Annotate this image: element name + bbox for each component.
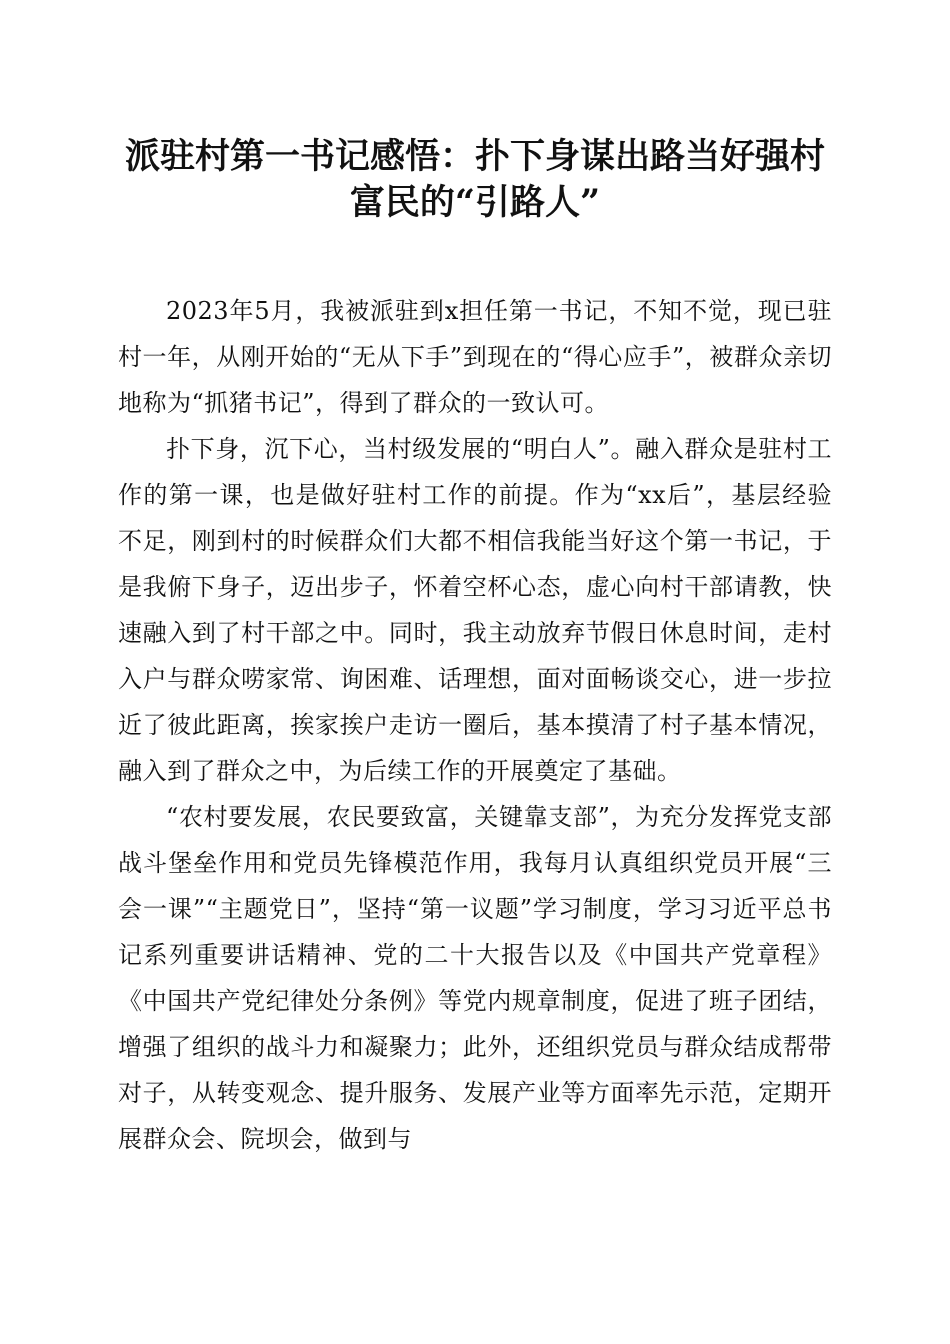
document-body: [118, 288, 832, 1162]
title-line-2: 富民的“引路人”: [349, 182, 601, 223]
paragraph-2: 扑下身，沉下心，当村级发展的“明白人”。融入群众是驻村工作的第一课，也是做好驻村工作的前提。作为“xx后”，基层经验不足，刚到村的时候群众们大都不相信我能当好这个第一书记，于是我俯下身子，迈出步子，怀着空杯心态，虚心向村干部请教，快速融入到了村干部之中。同时，我主动放弃节假日休息时间，走村入户与群众唠家常、询困难、话理想，面对面畅谈交心，进一步拉近了彼此距离，挨家挨户走访一圈后，基本摸清了村子基本情况，融入到了群众之中，为后续工作的开展奠定了基础。: [118, 435, 832, 785]
title-line-1: 派驻村第一书记感悟：扑下身谋出路当好强村: [124, 136, 825, 177]
document-title: [118, 134, 832, 226]
paragraph-1: 2023年5月，我被派驻到x担任第一书记，不知不觉，现已驻村一年，从刚开始的“无从下手”到现在的“得心应手”，被群众亲切地称为“抓猪书记”，得到了群众的一致认可。: [118, 297, 832, 417]
paragraph-3: “农村要发展，农民要致富，关键靠支部”，为充分发挥党支部战斗堡垒作用和党员先锋模范作用，我每月认真组织党员开展“三会一课”“主题党日”，坚持“第一议题”学习制度，学习习近平总书记系列重要讲话精神、党的二十大报告以及《中国共产党章程》《中国共产党纪律处分条例》等党内规章制度，促进了班子团结，增强了组织的战斗力和凝聚力；此外，还组织党员与群众结成帮带对子，从转变观念、提升服务、发展产业等方面率先示范，定期开展群众会、院坝会，做到与: [118, 803, 832, 1153]
